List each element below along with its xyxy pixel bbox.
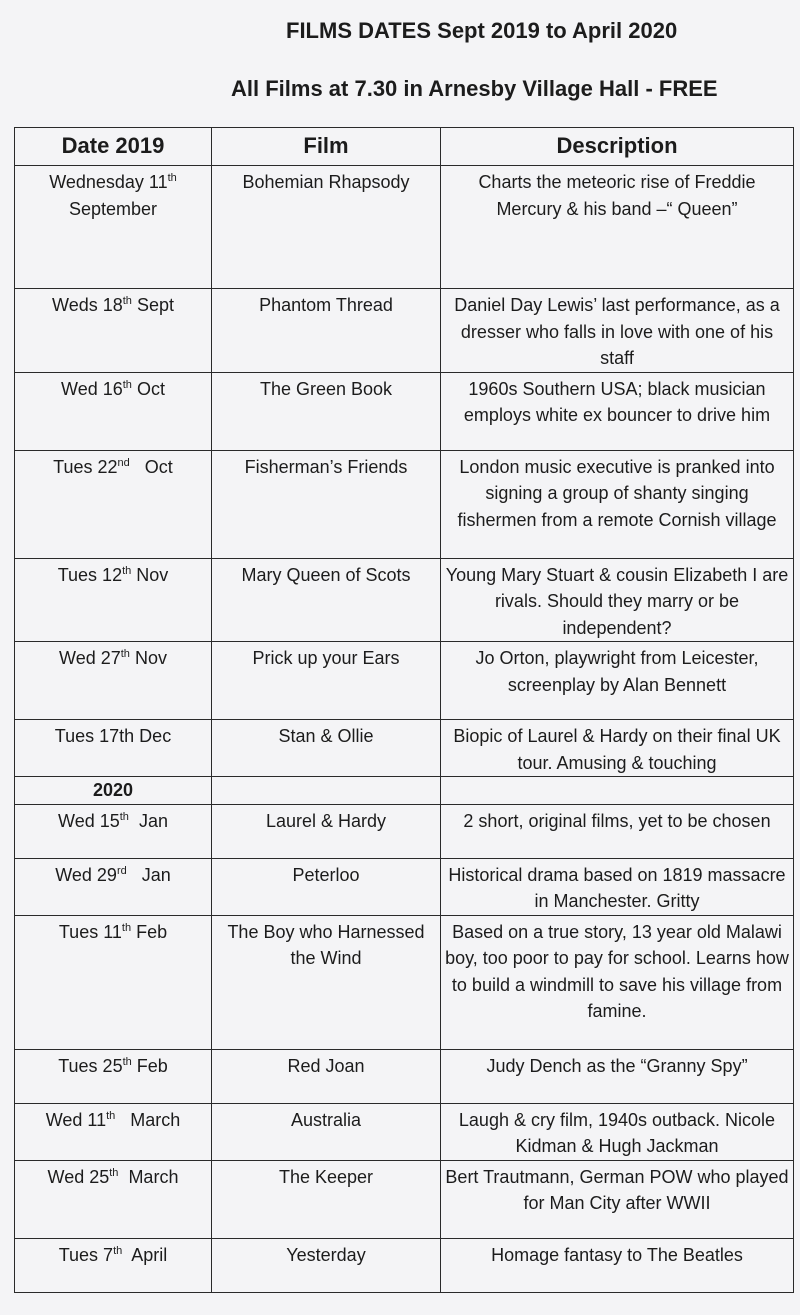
film-title: Prick up your Ears	[212, 642, 441, 720]
year-divider-row	[15, 777, 794, 805]
table-row	[15, 1103, 794, 1160]
film-title: The Boy who Harnessed the Wind	[212, 915, 441, 1049]
date-ordinal-suffix: th	[122, 295, 132, 307]
empty-cell	[212, 777, 441, 805]
date-month: Oct	[129, 456, 173, 477]
film-description: Daniel Day Lewis’ last performance, as a dresser who falls in love with one of his staff	[441, 289, 794, 373]
date-day: Wed 27	[59, 648, 121, 668]
date-ordinal-suffix: th	[120, 648, 130, 660]
date-ordinal-suffix: th	[122, 378, 132, 391]
film-description: Charts the meteoric rise of Freddie Mercury & his band –“ Queen”	[441, 166, 794, 289]
table-row	[15, 1160, 794, 1238]
date-month: September	[68, 172, 182, 219]
film-title: Yesterday	[212, 1238, 441, 1292]
date-month: March	[118, 1166, 179, 1187]
film-description: London music executive is pranked into signing a group of shanty singing fishermen from a remote Cornish village	[441, 450, 794, 558]
date-cell	[15, 858, 212, 915]
header-description: Description	[441, 128, 794, 166]
film-description: Historical drama based on 1819 massacre in Manchester. Gritty	[441, 858, 794, 915]
date-day: Tues 7	[58, 1244, 114, 1265]
document-subtitle: All Films at 7.30 in Arnesby Village Hall - FREE	[231, 76, 718, 101]
table-row	[15, 720, 794, 777]
film-description: 2 short, original films, yet to be chosen	[441, 804, 794, 858]
date-day: Wed 15	[58, 810, 120, 831]
date-cell	[15, 450, 212, 558]
film-description: Laugh & cry film, 1940s outback. Nicole Kidman & Hugh Jackman	[441, 1103, 794, 1160]
table-row	[15, 1238, 794, 1292]
film-title: Stan & Ollie	[212, 720, 441, 777]
date-month: April	[122, 1244, 168, 1265]
date-cell	[15, 289, 212, 373]
table-row	[15, 558, 794, 642]
film-description: Homage fantasy to The Beatles	[441, 1238, 794, 1292]
table-row	[15, 450, 794, 558]
date-cell	[15, 720, 212, 777]
date-day: Tues 25	[58, 1055, 123, 1076]
film-title: Red Joan	[212, 1049, 441, 1103]
date-ordinal-suffix: rd	[116, 864, 127, 877]
date-day: Tues 22	[53, 456, 118, 477]
film-description: Jo Orton, playwright from Leicester, screenplay by Alan Bennett	[441, 642, 794, 720]
table-row	[15, 915, 794, 1049]
date-day: Wed 16	[61, 378, 123, 399]
date-cell	[15, 166, 212, 289]
film-title: The Keeper	[212, 1160, 441, 1238]
film-description: Biopic of Laurel & Hardy on their final UK tour. Amusing & touching	[441, 720, 794, 777]
table-row	[15, 858, 794, 915]
date-cell	[15, 1160, 212, 1238]
table-row	[15, 289, 794, 373]
year-label: 2020	[15, 777, 212, 805]
date-cell	[15, 1103, 212, 1160]
date-cell	[15, 642, 212, 720]
date-month: Oct	[131, 378, 165, 399]
date-day: Wed 11	[45, 1109, 107, 1130]
film-description: Based on a true story, 13 year old Malawi boy, too poor to pay for school. Learns how to build a windmill to save his village from famine.	[441, 915, 794, 1049]
header-date: Date 2019	[15, 128, 212, 166]
film-title: Peterloo	[212, 858, 441, 915]
document-title: FILMS DATES Sept 2019 to April 2020	[286, 18, 678, 43]
date-ordinal-suffix: th	[113, 1244, 123, 1257]
date-ordinal-suffix: th	[121, 921, 132, 934]
film-title: Phantom Thread	[212, 289, 441, 373]
table-row	[15, 166, 794, 289]
date-cell	[15, 1049, 212, 1103]
film-description: Judy Dench as the “Granny Spy”	[441, 1049, 794, 1103]
date-cell	[15, 804, 212, 858]
date-cell	[15, 372, 212, 450]
film-title: The Green Book	[212, 372, 441, 450]
header-film: Film	[212, 128, 441, 166]
films-table	[14, 127, 794, 1293]
table-row	[15, 1049, 794, 1103]
date-month: Feb	[131, 1055, 168, 1076]
film-description: Young Mary Stuart & cousin Elizabeth I are rivals. Should they marry or be independent?	[441, 558, 794, 642]
date-month: Sept	[131, 295, 174, 315]
date-month: Nov	[129, 648, 167, 668]
table-row	[15, 642, 794, 720]
film-title: Mary Queen of Scots	[212, 558, 441, 642]
date-ordinal-suffix: th	[122, 1055, 132, 1068]
date-cell	[15, 558, 212, 642]
empty-cell	[441, 777, 794, 805]
date-day: Tues 12	[57, 564, 123, 585]
film-title: Bohemian Rhapsody	[212, 166, 441, 289]
date-ordinal-suffix: th	[122, 564, 132, 577]
film-description: 1960s Southern USA; black musician employs white ex bouncer to drive him	[441, 372, 794, 450]
date-day: Wednesday 11	[49, 172, 168, 192]
date-month: Nov	[131, 564, 169, 585]
date-month: Jan	[126, 864, 171, 885]
film-title: Laurel & Hardy	[212, 804, 441, 858]
date-month: Jan	[128, 810, 168, 831]
date-month: March	[115, 1109, 181, 1130]
date-ordinal-suffix: nd	[117, 456, 130, 469]
date-day: Tues 11	[58, 921, 122, 942]
date-month: Feb	[131, 921, 168, 942]
header-row	[15, 128, 794, 166]
date-day: Wed 29	[55, 864, 117, 885]
date-cell	[15, 1238, 212, 1292]
date-ordinal-suffix: th	[119, 810, 129, 823]
date-ordinal-suffix: th	[167, 172, 177, 184]
date-day: Weds 18	[52, 295, 123, 315]
film-description: Bert Trautmann, German POW who played for Man City after WWII	[441, 1160, 794, 1238]
date-day: Wed 25	[47, 1166, 110, 1187]
table-row	[15, 804, 794, 858]
date-ordinal-suffix: th	[106, 1109, 116, 1122]
table-row	[15, 372, 794, 450]
film-title: Australia	[212, 1103, 441, 1160]
date-ordinal-suffix: th	[109, 1166, 119, 1179]
date-day: Tues 17th Dec	[54, 726, 172, 746]
film-title: Fisherman’s Friends	[212, 450, 441, 558]
date-cell	[15, 915, 212, 1049]
